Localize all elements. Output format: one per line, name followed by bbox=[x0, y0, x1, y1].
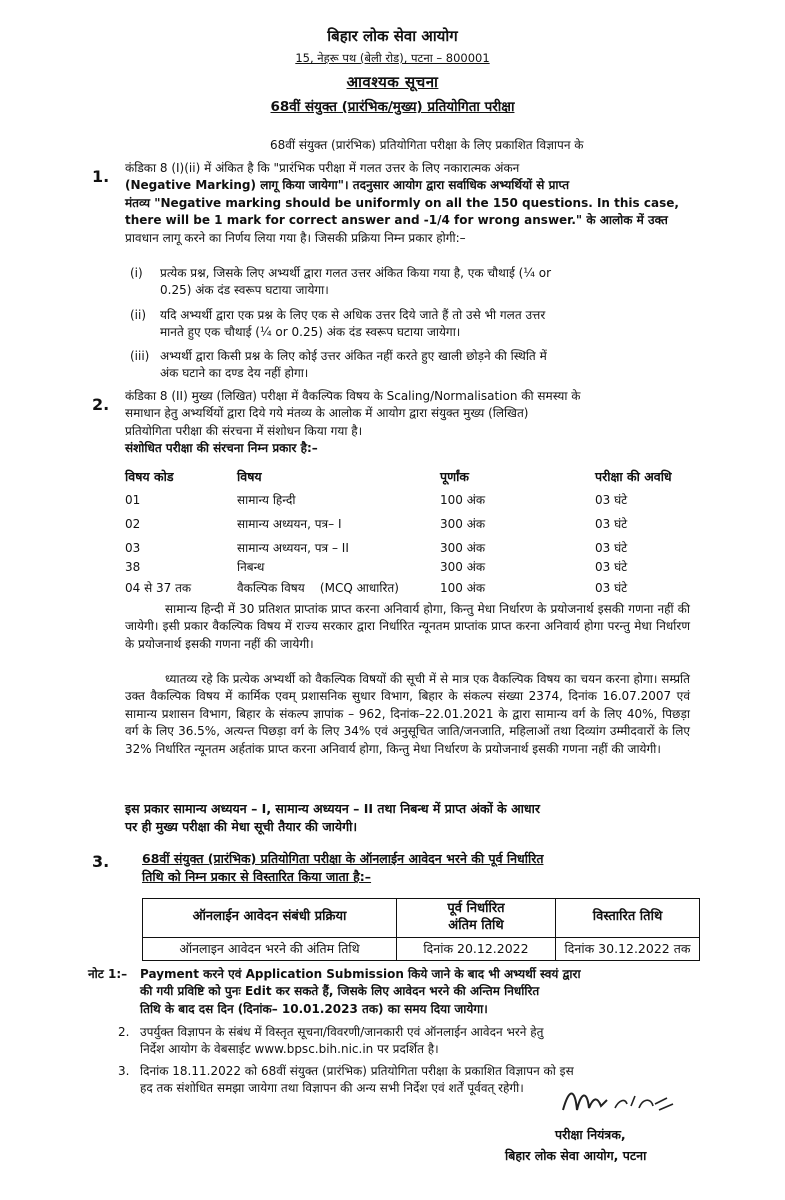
header-cell: विस्तारित तिथि bbox=[556, 899, 700, 938]
table-cell: ऑनलाइन आवेदन भरने की अंतिम तिथि bbox=[143, 937, 397, 960]
table-cell: 100 अंक bbox=[440, 493, 486, 507]
table-row bbox=[125, 492, 685, 512]
header-cell: परीक्षा की अवधि bbox=[595, 469, 672, 484]
note-2-text bbox=[140, 1024, 690, 1059]
text-line: नहीं की जायेगी। bbox=[591, 741, 661, 756]
text-line: Payment करने एवं Application Submission किये जाने के बाद भी अभ्यर्थी स्वयं द्वारा bbox=[140, 967, 581, 981]
table-cell: सामान्य अध्ययन, पत्र– I bbox=[237, 517, 342, 531]
text-line: इस प्रकार सामान्य अध्ययन – I, सामान्य अध्ययन – II तथा निबन्ध में प्राप्त अंकों के आधार bbox=[125, 801, 540, 816]
section-2-number: 2. bbox=[92, 395, 110, 414]
section-2-para-b bbox=[125, 671, 690, 758]
table-cell: 03 घंटे bbox=[595, 560, 628, 574]
table-cell: 03 घंटे bbox=[595, 541, 628, 555]
text-line: वर्ग के लिए 34% एवं अनुसूचित जाति/जनजाति, महिलाओं तथा दिव्यांग उम्मीदवारों के लिए 32% bbox=[125, 724, 690, 756]
section-2-para-a bbox=[125, 601, 690, 653]
header-line: पूर्व निर्धारित bbox=[447, 901, 505, 916]
section-1-paragraph bbox=[125, 160, 690, 247]
signatory-designation: परीक्षा नियंत्रक, bbox=[555, 1127, 626, 1142]
intro-line: 68वीं संयुक्त (प्रारंभिक) प्रतियोगिता परीक्षा के लिए प्रकाशित विज्ञापन के bbox=[270, 138, 584, 152]
section-2-paragraph bbox=[125, 388, 690, 458]
text-line: मानते हुए एक चौथाई (¼ or 0.25) अंक दंड स्वरूप घटाया जायेगा। bbox=[160, 325, 461, 340]
note-3-label: 3. bbox=[118, 1064, 130, 1078]
section-1-item-iii bbox=[130, 348, 690, 383]
notice-title: आवश्यक सूचना bbox=[346, 73, 439, 91]
section-1-number: 1. bbox=[92, 167, 110, 186]
header-cell: पूर्णांक bbox=[440, 469, 469, 484]
table-row bbox=[125, 559, 685, 579]
text-line: संकल्प संख्या 2374, दिनांक 16.07.2007 एवं सामान्य प्रशासन विभाग, बिहार के संकल्प ज्ञापांक – 962, bbox=[125, 689, 690, 721]
section-2-para-c bbox=[125, 800, 690, 836]
note-1-label: नोट 1:– bbox=[88, 967, 128, 981]
table-row bbox=[125, 516, 685, 536]
note-1-text bbox=[140, 966, 690, 1018]
text-line: तिथि को निम्न प्रकार से विस्तारित किया जाता है:– bbox=[142, 869, 372, 885]
text-line: हद तक संशोधित समझा जायेगा तथा विज्ञापन की अन्य सभी निर्देश एवं शर्तें पूर्ववत् रहेगी। bbox=[140, 1081, 524, 1096]
text-line: निर्देश आयोग के वेबसाईट www.bpsc.bih.nic.in पर प्रदर्शित है। bbox=[140, 1042, 439, 1057]
text-line: 0.25) अंक दंड स्वरूप घटाया जायेगा। bbox=[160, 283, 329, 298]
table-cell: निबन्ध bbox=[237, 560, 265, 574]
handwritten-signature bbox=[555, 1080, 685, 1125]
header-line: अंतिम तिथि bbox=[448, 917, 504, 933]
text-line: कंडिका 8 (I)(ii) में अंकित है कि "प्रारंभिक परीक्षा में गलत उत्तर के लिए नकारात्मक अंकन bbox=[125, 161, 520, 175]
item-label: (ii) bbox=[130, 308, 147, 322]
text-line: निर्धारित न्यूनतम अर्हतांक प्राप्त करना अनिवार्य होगा, किन्तु मेधा निर्धारण के प्रयोजनार्थ इसकी गणना bbox=[155, 741, 592, 756]
table-cell: 04 से 37 तक bbox=[125, 581, 192, 595]
text-line: यदि अभ्यर्थी द्वारा एक प्रश्न के लिए एक से अधिक उत्तर दिये जाते हैं तो उसे भी गलत उत्तर bbox=[160, 308, 546, 322]
table-cell: सामान्य हिन्दी bbox=[237, 493, 296, 507]
section-3-paragraph bbox=[142, 850, 702, 886]
table-cell: 03 घंटे bbox=[595, 517, 628, 531]
table-cell: दिनांक 20.12.2022 bbox=[397, 937, 556, 960]
text-line: (Negative Marking) लागू किया जायेगा"। तदनुसार आयोग द्वारा सर्वाधिक अभ्यर्थियों से प्राप्त bbox=[125, 178, 570, 193]
header-cell: विषय bbox=[237, 469, 262, 484]
item-label: (i) bbox=[130, 266, 143, 280]
text-line: there will be 1 mark for correct answer and -1/4 for wrong answer." के आलोक में उक्त bbox=[125, 213, 668, 228]
table-cell: सामान्य अध्ययन, पत्र – II bbox=[237, 541, 349, 555]
header-cell: विषय कोड bbox=[125, 469, 174, 484]
table-header-row bbox=[125, 468, 685, 488]
section-1-item-ii bbox=[130, 307, 690, 342]
table-row bbox=[125, 580, 685, 600]
header-cell bbox=[397, 899, 556, 938]
text-line: जायेगी। bbox=[280, 636, 314, 651]
table-cell: 100 अंक bbox=[440, 581, 486, 595]
table-cell: 300 अंक bbox=[440, 517, 486, 531]
text-line: प्रत्येक प्रश्न, जिसके लिए अभ्यर्थी द्वारा गलत उत्तर अंकित किया गया है, एक चौथाई (¼ or bbox=[160, 266, 552, 280]
text-line: दिनांक 18.11.2022 को 68वीं संयुक्त (प्रारंभिक) प्रतियोगिता परीक्षा के प्रकाशित विज्ञापन को इस bbox=[140, 1064, 574, 1078]
org-address: 15, नेहरू पथ (बेली रोड), पटना – 800001 bbox=[295, 51, 490, 65]
text-line: कंडिका 8 (II) मुख्य (लिखित) परीक्षा में वैकल्पिक विषय के Scaling/Normalisation की समस्या के bbox=[125, 389, 581, 403]
table-cell: 03 घंटे bbox=[595, 493, 628, 507]
section-3-number: 3. bbox=[92, 852, 110, 871]
text-line: ध्यातव्य रहे कि प्रत्येक अभ्यर्थी को वैकल्पिक विषयों की सूची में से मात्र एक वैकल्पिक विषय का bbox=[165, 672, 581, 686]
text-line: चयन करना होगा। सम्प्रति उक्त वैकल्पिक विषय में कार्मिक एवम् प्रशासनिक सुधार विभाग, बिहार के bbox=[125, 672, 690, 704]
text-line: 68वीं संयुक्त (प्रारंभिक) प्रतियोगिता परीक्षा के ऑनलाईन आवेदन भरने की पूर्व निर्धारित bbox=[142, 851, 544, 866]
section-1-item-i bbox=[130, 265, 690, 300]
text-line: मंतव्य "Negative marking should be uniformly on all the 150 questions. In this case, bbox=[125, 195, 679, 210]
text-line: न्यूनतम प्राप्तांक प्राप्त करना अनिवार्य होगा परन्तु मेधा निर्धारण के प्रयोजनार्थ इसकी गणना नहीं की bbox=[125, 619, 690, 651]
table-cell: 300 अंक bbox=[440, 560, 486, 574]
table-cell: वैकल्पिक विषय (MCQ आधारित) bbox=[237, 581, 399, 595]
table-cell: 03 bbox=[125, 541, 141, 555]
org-name: बिहार लोक सेवा आयोग bbox=[327, 27, 458, 45]
header-cell: ऑनलाईन आवेदन संबंधी प्रक्रिया bbox=[143, 899, 397, 938]
text-line: उपर्युक्त विज्ञापन के संबंध में विस्तृत सूचना/विवरणी/जानकारी एवं ऑनलाईन आवेदन भरने हेतु bbox=[140, 1025, 544, 1039]
text-line: प्रयोजनार्थ इसकी गणना नहीं की जायेगी। इसी प्रकार वैकल्पिक विषय में राज्य सरकार द्वारा निर्धारित bbox=[125, 602, 690, 634]
text-line: तिथि के बाद दस दिन (दिनांक– 10.01.2023 तक) का समय दिया जायेगा। bbox=[140, 1001, 488, 1016]
text-line: प्रावधान लागू करने का निर्णय लिया गया है। जिसकी प्रक्रिया निम्न प्रकार होगी:– bbox=[125, 230, 466, 245]
text-line: अंक घटाने का दण्ड देय नहीं होगा। bbox=[160, 366, 309, 381]
table-cell: दिनांक 30.12.2022 तक bbox=[556, 937, 700, 960]
text-line: अभ्यर्थी द्वारा किसी प्रश्न के लिए कोई उत्तर अंकित नहीं करते हुए खाली छोड़ने की स्थिति में bbox=[160, 349, 547, 363]
table-cell: 02 bbox=[125, 517, 141, 531]
table-cell: 01 bbox=[125, 493, 141, 507]
text-line: की गयी प्रविष्टि को पुनः Edit कर सकते हैं, जिसके लिए आवेदन भरने की अन्तिम निर्धारित bbox=[140, 984, 540, 999]
table-row bbox=[125, 540, 685, 560]
table-header-row bbox=[143, 899, 700, 938]
item-label: (iii) bbox=[130, 349, 150, 363]
table-cell: 03 घंटे bbox=[595, 581, 628, 595]
table-row bbox=[143, 937, 700, 960]
table-cell: 38 bbox=[125, 560, 141, 574]
text-line: समाधान हेतु अभ्यर्थियों द्वारा दिये गये मंतव्य के आलोक में आयोग द्वारा संयुक्त मुख्य (लिखित) bbox=[125, 406, 529, 421]
schema-heading: संशोधित परीक्षा की संरचना निम्न प्रकार है:– bbox=[125, 441, 318, 456]
date-extension-table bbox=[142, 898, 700, 961]
note-2-label: 2. bbox=[118, 1025, 130, 1039]
text-line: प्रतियोगिता परीक्षा की संरचना में संशोधन किया गया है। bbox=[125, 423, 363, 438]
exam-title: 68वीं संयुक्त (प्रारंभिक/मुख्य) प्रतियोगिता परीक्षा bbox=[270, 99, 515, 115]
signatory-office: बिहार लोक सेवा आयोग, पटना bbox=[505, 1148, 647, 1163]
text-line: सामान्य हिन्दी में 30 प्रतिशत प्राप्तांक प्राप्त करना अनिवार्य होगा, किन्तु मेधा निर्धारण के bbox=[165, 602, 551, 616]
text-line: दिनांक–22.01.2021 के द्वारा सामान्य वर्ग के लिए 40%, पिछड़ा वर्ग के लिए 36.5%, अत्यन्त पिछड़ा bbox=[125, 706, 690, 739]
text-line: पर ही मुख्य परीक्षा की मेधा सूची तैयार की जायेगी। bbox=[125, 819, 358, 835]
table-cell: 300 अंक bbox=[440, 541, 486, 555]
